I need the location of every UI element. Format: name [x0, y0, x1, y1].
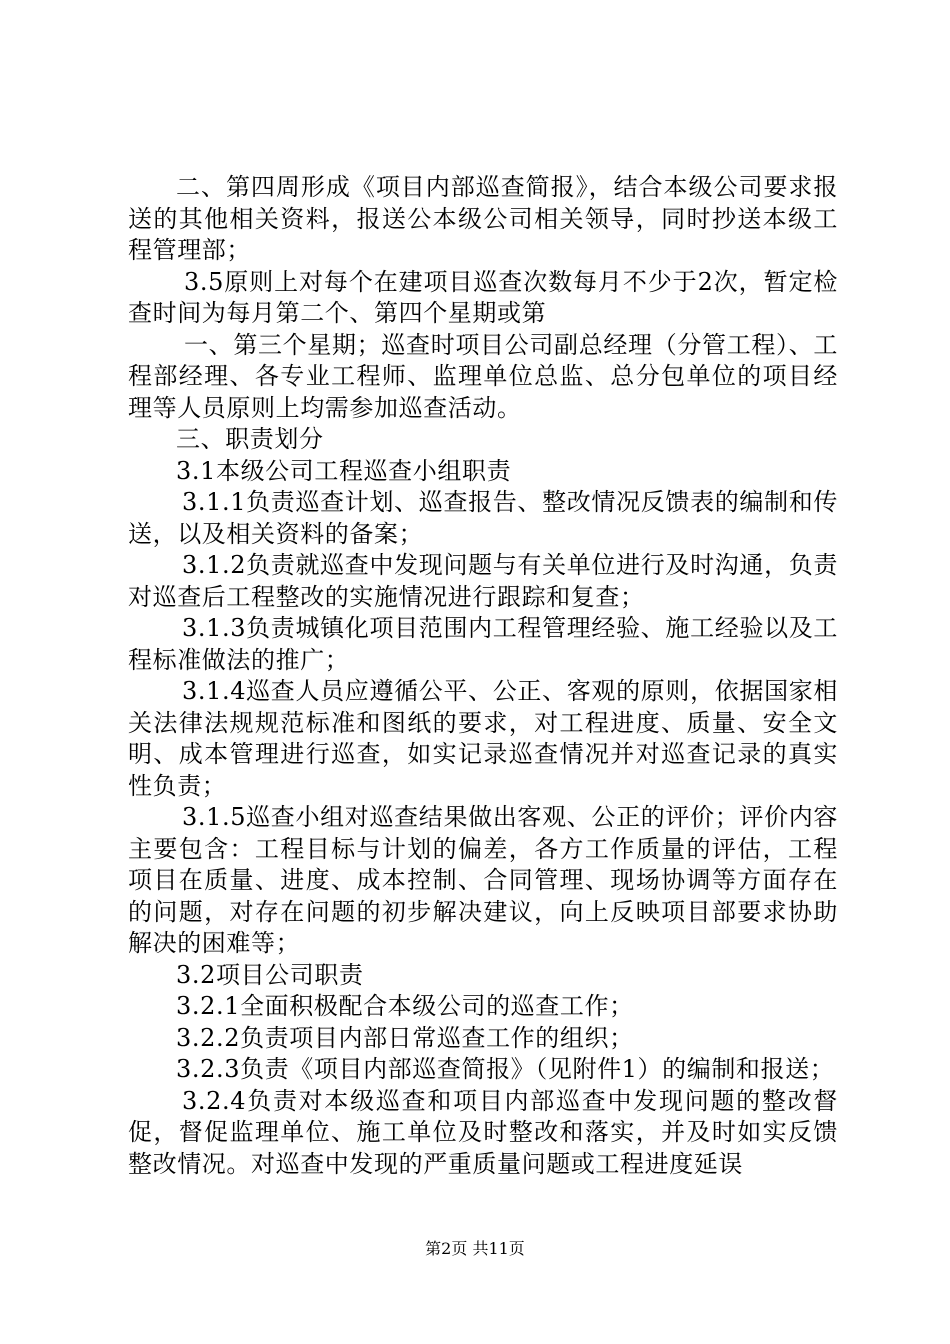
document-body	[128, 172, 838, 1180]
paragraph-weekly-report: 二、第四周形成《项目内部巡查简报》，结合本级公司要求报送的其他相关资料，报送公本级公司相关领导，同时抄送本级工程管理部；	[128, 173, 838, 264]
paragraph-3-1-3: 3.1.3负责城镇化项目范围内工程管理经验、施工经验以及工程标准做法的推广；	[128, 614, 838, 674]
paragraph-third-week: 一、第三个星期；巡查时项目公司副总经理（分管工程）、工程部经理、各专业工程师、监理单位总监、总分包单位的项目经理等人员原则上均需参加巡查活动。	[128, 330, 838, 422]
section-heading-responsibilities: 三、职责划分	[176, 425, 324, 453]
page-number: 第2页 共11页	[425, 1239, 525, 1258]
paragraph-3-1: 3.1本级公司工程巡查小组职责	[176, 456, 512, 485]
paragraph-3-2-1: 3.2.1全面积极配合本级公司的巡查工作；	[176, 992, 634, 1020]
paragraph-3-5: 3.5原则上对每个在建项目巡查次数每月不少于2次，暂定检查时间为每月第二个、第四个星期或第	[128, 267, 838, 327]
paragraph-3-1-5: 3.1.5巡查小组对巡查结果做出客观、公正的评价；评价内容主要包含：工程目标与计划的偏差，各方工作质量的评估，工程项目在质量、进度、成本控制、合同管理、现场协调等方面存在的问题，对存在问题的初步解决建议，向上反映项目部要求协助解决的困难等；	[128, 803, 838, 957]
paragraph-3-2-2: 3.2.2负责项目内部日常巡查工作的组织；	[176, 1023, 634, 1052]
paragraph-3-2: 3.2项目公司职责	[176, 960, 364, 989]
paragraph-3-1-4: 3.1.4巡查人员应遵循公平、公正、客观的原则，依据国家相关法律法规规范标准和图纸的要求，对工程进度、质量、安全文明、成本管理进行巡查，如实记录巡查情况并对巡查记录的真实性负责；	[128, 677, 838, 800]
paragraph-3-1-2: 3.1.2负责就巡查中发现问题与有关单位进行及时沟通，负责对巡查后工程整改的实施情况进行跟踪和复查；	[128, 551, 838, 611]
paragraph-3-2-3: 3.2.3负责《项目内部巡查简报》（见附件1）的编制和报送；	[176, 1055, 835, 1083]
paragraph-3-1-1: 3.1.1负责巡查计划、巡查报告、整改情况反馈表的编制和传送，以及相关资料的备案；	[128, 488, 838, 548]
paragraph-3-2-4: 3.2.4负责对本级巡查和项目内部巡查中发现问题的整改督促，督促监理单位、施工单位及时整改和落实，并及时如实反馈整改情况。对巡查中发现的严重质量问题或工程进度延误	[128, 1086, 838, 1178]
